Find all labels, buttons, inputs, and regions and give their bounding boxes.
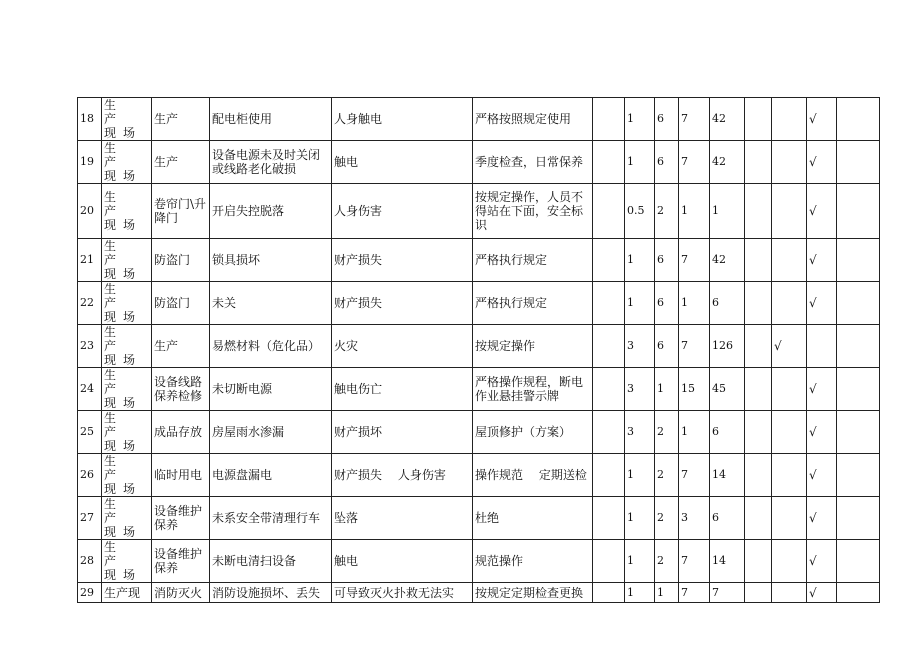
consequence-cell: 火灾	[332, 325, 473, 368]
l-value-cell: 1	[625, 141, 655, 184]
level-4-cell	[837, 583, 880, 603]
c-value-cell: 15	[679, 368, 710, 411]
measure-cell: 按规定操作，人员不得站在下面，安全标识	[473, 184, 593, 239]
consequence-cell: 财产损坏	[332, 411, 473, 454]
blank-cell	[593, 583, 625, 603]
hazard-cell: 未断电清扫设备	[210, 540, 332, 583]
row-number: 24	[78, 368, 102, 411]
consequence-cell: 可导致灭火扑救无法实	[332, 583, 473, 603]
d-value-cell: 126	[710, 325, 745, 368]
activity-cell: 防盗门	[152, 282, 210, 325]
measure-cell: 按规定定期检查更换	[473, 583, 593, 603]
d-value-cell: 6	[710, 411, 745, 454]
l-value-cell: 3	[625, 368, 655, 411]
level-1-cell	[745, 583, 772, 603]
d-value-cell: 1	[710, 184, 745, 239]
table-row	[78, 239, 880, 282]
consequence-cell: 财产损失	[332, 282, 473, 325]
row-number: 18	[78, 98, 102, 141]
measure-cell: 杜绝	[473, 497, 593, 540]
level-2-cell: √	[772, 325, 807, 368]
e-value-cell: 6	[655, 239, 679, 282]
row-number: 22	[78, 282, 102, 325]
table-row	[78, 368, 880, 411]
level-3-cell: √	[807, 368, 837, 411]
activity-cell: 成品存放	[152, 411, 210, 454]
blank-cell	[593, 325, 625, 368]
d-value-cell: 42	[710, 141, 745, 184]
blank-cell	[593, 184, 625, 239]
consequence-cell: 人身伤害	[332, 184, 473, 239]
level-3-cell: √	[807, 411, 837, 454]
blank-cell	[593, 454, 625, 497]
level-4-cell	[837, 325, 880, 368]
blank-cell	[593, 239, 625, 282]
level-2-cell	[772, 184, 807, 239]
hazard-cell: 设备电源未及时关闭或线路老化破损	[210, 141, 332, 184]
table-row	[78, 540, 880, 583]
l-value-cell: 0.5	[625, 184, 655, 239]
table-row	[78, 98, 880, 141]
hazard-cell: 房屋雨水渗漏	[210, 411, 332, 454]
level-1-cell	[745, 325, 772, 368]
hazard-cell: 开启失控脱落	[210, 184, 332, 239]
e-value-cell: 2	[655, 540, 679, 583]
measure-cell: 严格执行规定	[473, 239, 593, 282]
row-number: 28	[78, 540, 102, 583]
level-3-cell: √	[807, 239, 837, 282]
l-value-cell: 1	[625, 540, 655, 583]
hazard-cell: 电源盘漏电	[210, 454, 332, 497]
hazard-cell: 消防设施损坏、丢失	[210, 583, 332, 603]
table-body	[78, 98, 880, 603]
row-number: 27	[78, 497, 102, 540]
location-cell: 生 产 现场	[102, 282, 152, 325]
row-number: 23	[78, 325, 102, 368]
e-value-cell: 6	[655, 98, 679, 141]
c-value-cell: 7	[679, 454, 710, 497]
measure-cell: 规范操作	[473, 540, 593, 583]
level-2-cell	[772, 282, 807, 325]
location-cell: 生 产 现场	[102, 540, 152, 583]
table-row	[78, 454, 880, 497]
level-3-cell	[807, 325, 837, 368]
location-cell: 生 产 现场	[102, 497, 152, 540]
level-1-cell	[745, 497, 772, 540]
activity-cell: 设备线路保养检修	[152, 368, 210, 411]
level-1-cell	[745, 141, 772, 184]
e-value-cell: 2	[655, 497, 679, 540]
level-2-cell	[772, 141, 807, 184]
c-value-cell: 1	[679, 411, 710, 454]
row-number: 19	[78, 141, 102, 184]
table-row	[78, 325, 880, 368]
measure-cell: 操作规范 定期送检	[473, 454, 593, 497]
c-value-cell: 1	[679, 184, 710, 239]
hazard-cell: 未关	[210, 282, 332, 325]
d-value-cell: 6	[710, 282, 745, 325]
level-2-cell	[772, 98, 807, 141]
level-1-cell	[745, 368, 772, 411]
blank-cell	[593, 540, 625, 583]
blank-cell	[593, 282, 625, 325]
level-2-cell	[772, 583, 807, 603]
d-value-cell: 42	[710, 98, 745, 141]
level-3-cell: √	[807, 454, 837, 497]
activity-cell: 临时用电	[152, 454, 210, 497]
l-value-cell: 1	[625, 583, 655, 603]
consequence-cell: 触电	[332, 540, 473, 583]
level-2-cell	[772, 540, 807, 583]
level-4-cell	[837, 141, 880, 184]
consequence-cell: 触电	[332, 141, 473, 184]
measure-cell: 严格操作规程，断电作业悬挂警示牌	[473, 368, 593, 411]
d-value-cell: 45	[710, 368, 745, 411]
c-value-cell: 7	[679, 583, 710, 603]
blank-cell	[593, 368, 625, 411]
level-3-cell: √	[807, 98, 837, 141]
consequence-cell: 财产损失 人身伤害	[332, 454, 473, 497]
d-value-cell: 14	[710, 454, 745, 497]
consequence-cell: 坠落	[332, 497, 473, 540]
hazard-cell: 未切断电源	[210, 368, 332, 411]
consequence-cell: 人身触电	[332, 98, 473, 141]
hazard-cell: 配电柜使用	[210, 98, 332, 141]
measure-cell: 季度检查，日常保养	[473, 141, 593, 184]
activity-cell: 生产	[152, 325, 210, 368]
level-2-cell	[772, 497, 807, 540]
table-row	[78, 184, 880, 239]
e-value-cell: 6	[655, 282, 679, 325]
level-1-cell	[745, 454, 772, 497]
level-3-cell: √	[807, 583, 837, 603]
row-number: 21	[78, 239, 102, 282]
d-value-cell: 7	[710, 583, 745, 603]
level-4-cell	[837, 368, 880, 411]
location-cell: 生 产 现场	[102, 98, 152, 141]
table-row	[78, 411, 880, 454]
hazard-cell: 锁具损坏	[210, 239, 332, 282]
level-1-cell	[745, 411, 772, 454]
measure-cell: 严格执行规定	[473, 282, 593, 325]
level-4-cell	[837, 282, 880, 325]
hazard-cell: 易燃材料（危化品）	[210, 325, 332, 368]
d-value-cell: 42	[710, 239, 745, 282]
table-row	[78, 141, 880, 184]
activity-cell: 设备维护保养	[152, 497, 210, 540]
location-cell: 生 产 现场	[102, 368, 152, 411]
level-3-cell: √	[807, 184, 837, 239]
e-value-cell: 1	[655, 583, 679, 603]
location-cell: 生 产 现场	[102, 141, 152, 184]
l-value-cell: 1	[625, 497, 655, 540]
location-cell: 生产现	[102, 583, 152, 603]
row-number: 26	[78, 454, 102, 497]
activity-cell: 生产	[152, 98, 210, 141]
e-value-cell: 6	[655, 141, 679, 184]
measure-cell: 按规定操作	[473, 325, 593, 368]
e-value-cell: 6	[655, 325, 679, 368]
level-1-cell	[745, 98, 772, 141]
l-value-cell: 1	[625, 454, 655, 497]
location-cell: 生 产 现场	[102, 184, 152, 239]
l-value-cell: 3	[625, 411, 655, 454]
risk-assessment-table	[77, 97, 880, 603]
level-4-cell	[837, 184, 880, 239]
level-4-cell	[837, 98, 880, 141]
level-3-cell: √	[807, 497, 837, 540]
level-3-cell: √	[807, 282, 837, 325]
level-2-cell	[772, 368, 807, 411]
activity-cell: 卷帘门\升降门	[152, 184, 210, 239]
level-1-cell	[745, 239, 772, 282]
level-4-cell	[837, 239, 880, 282]
c-value-cell: 3	[679, 497, 710, 540]
level-4-cell	[837, 540, 880, 583]
e-value-cell: 2	[655, 184, 679, 239]
location-cell: 生 产 现场	[102, 411, 152, 454]
l-value-cell: 1	[625, 98, 655, 141]
measure-cell: 屋顶修护（方案）	[473, 411, 593, 454]
c-value-cell: 7	[679, 239, 710, 282]
d-value-cell: 14	[710, 540, 745, 583]
blank-cell	[593, 411, 625, 454]
level-1-cell	[745, 184, 772, 239]
c-value-cell: 7	[679, 141, 710, 184]
consequence-cell: 触电伤亡	[332, 368, 473, 411]
level-1-cell	[745, 282, 772, 325]
table-row	[78, 497, 880, 540]
hazard-cell: 未系安全带清理行车	[210, 497, 332, 540]
c-value-cell: 7	[679, 540, 710, 583]
activity-cell: 生产	[152, 141, 210, 184]
blank-cell	[593, 98, 625, 141]
activity-cell: 防盗门	[152, 239, 210, 282]
row-number: 20	[78, 184, 102, 239]
row-number: 29	[78, 583, 102, 603]
level-4-cell	[837, 411, 880, 454]
level-2-cell	[772, 239, 807, 282]
c-value-cell: 1	[679, 282, 710, 325]
location-cell: 生 产 现场	[102, 239, 152, 282]
measure-cell: 严格按照规定使用	[473, 98, 593, 141]
c-value-cell: 7	[679, 98, 710, 141]
blank-cell	[593, 141, 625, 184]
e-value-cell: 2	[655, 454, 679, 497]
location-cell: 生 产 现场	[102, 325, 152, 368]
l-value-cell: 3	[625, 325, 655, 368]
level-4-cell	[837, 454, 880, 497]
level-4-cell	[837, 497, 880, 540]
l-value-cell: 1	[625, 239, 655, 282]
l-value-cell: 1	[625, 282, 655, 325]
d-value-cell: 6	[710, 497, 745, 540]
activity-cell: 消防灭火	[152, 583, 210, 603]
c-value-cell: 7	[679, 325, 710, 368]
table-row	[78, 583, 880, 603]
e-value-cell: 1	[655, 368, 679, 411]
row-number: 25	[78, 411, 102, 454]
level-3-cell: √	[807, 540, 837, 583]
level-2-cell	[772, 454, 807, 497]
consequence-cell: 财产损失	[332, 239, 473, 282]
location-cell: 生 产 现场	[102, 454, 152, 497]
level-1-cell	[745, 540, 772, 583]
e-value-cell: 2	[655, 411, 679, 454]
table-row	[78, 282, 880, 325]
activity-cell: 设备维护保养	[152, 540, 210, 583]
level-3-cell: √	[807, 141, 837, 184]
blank-cell	[593, 497, 625, 540]
level-2-cell	[772, 411, 807, 454]
